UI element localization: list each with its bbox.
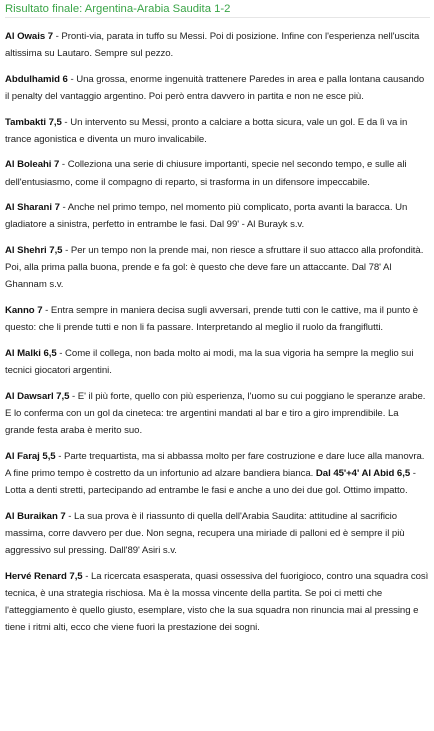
player-name: Al Dawsarl 7,5 <box>5 390 70 402</box>
player-comment: - Come il collega, non bada molto ai modi, ma la sua vigoria ha sempre la meglio sui tecnici giocatori argentini. <box>5 347 414 376</box>
player-name: Al Shehri 7,5 <box>5 244 63 256</box>
player-rating <box>5 302 430 336</box>
player-rating <box>5 156 430 190</box>
player-comment: - La sua prova è il riassunto di quella dell'Arabia Saudita: attitudine al sacrificio massima, corre davvero per due. Non segna, recupera una miriade di palloni ed è sempre il più aggressivo sul pressing. Dall'89' Asiri s.v. <box>5 510 405 556</box>
player-comment: - Anche nel primo tempo, nel momento più complicato, porta avanti la baracca. Un gladiatore a sinistra, perfetto in entrambe le fasi. Dal 99' - Al Burayk s.v. <box>5 202 408 231</box>
player-name: Al Owais 7 <box>5 31 54 42</box>
player-comment: - Per un tempo non la prende mai, non riesce a sfruttare il suo attacco alla profondità. Poi, alla prima palla buona, prende e fa gol: è questo che deve fare un attaccante. Dal 78' Al Ghannam s.v. <box>5 244 424 291</box>
coach-comment: - La ricercata esasperata, quasi ossessiva del fuorigioco, contro una squadra così tecnica, è una strategia rischiosa. Ma è la mossa vincente della partita. Se poi ci metti che l'atteggiamento è quello giusto, esemplare, visto che la sua squadra non rinuncia mai al pressing e tiene i ritmi alti, ecco che viene fuori la prestazione dei sogni. <box>5 570 429 634</box>
substitute-comment: - Lotta a denti stretti, partecipando ad entrambe le fasi e anche a uno dei due gol. Ottimo impatto. <box>5 467 416 496</box>
player-comment: - Parte trequartista, ma si abbassa molto per fare costruzione e dare luce alla manovra. A fine primo tempo è costretto da un infortunio ad alzare bandiera bianca. <box>5 450 425 479</box>
player-name: Al Faraj 5,5 <box>5 450 56 462</box>
substitute-name: Dal 45'+4' Al Abid 6,5 <box>315 467 411 479</box>
player-comment: - Un intervento su Messi, pronto a calciare a botta sicura, vale un gol. E da lì va in trance agonistica e diventa un muro invalicabile. <box>5 116 408 145</box>
result-title: Risultato finale: Argentina-Arabia Saudita 1-2 <box>5 0 430 18</box>
player-rating <box>5 448 430 500</box>
player-name: Tambakti 7,5 <box>5 116 62 128</box>
player-name: Kanno 7 <box>5 304 43 316</box>
player-comment: - Entra sempre in maniera decisa sugli avversari, prende tutti con le cattive, ma il punto è questo: che li prende tutti e non li fa passare. Interpretando al meglio il ruolo da frangiflutti. <box>5 304 419 334</box>
player-name: Al Buraikan 7 <box>5 510 66 522</box>
player-rating <box>5 345 430 379</box>
player-name: Al Malki 6,5 <box>5 347 57 359</box>
player-rating <box>5 388 430 440</box>
player-rating <box>5 114 430 148</box>
player-rating <box>5 71 430 105</box>
player-rating <box>5 242 430 294</box>
player-comment: - Una grossa, enorme ingenuità trattenere Paredes in area e palla lontana causando il penalty del vantaggio argentino. Poi però entra davvero in partita e non ne esce più. <box>5 73 425 102</box>
player-rating <box>5 508 430 560</box>
player-comment: - Colleziona una serie di chiusure importanti, specie nel secondo tempo, e sulle ali dell'entusiasmo, come il compagno di reparto, si trasforma in un difensore impeccabile. <box>5 159 407 188</box>
player-comment: - Pronti-via, parata in tuffo su Messi. Poi di posizione. Infine con l'esperienza nell'uscita altissima su Lautaro. Sempre sul pezzo. <box>5 31 420 60</box>
coach-name: Hervé Renard 7,5 <box>5 570 83 582</box>
coach-rating <box>5 568 430 637</box>
player-name: Abdulhamid 6 <box>5 73 68 85</box>
player-comment: - E' il più forte, quello con più esperienza, l'uomo su cui poggiano le speranze arabe. E lo conferma con un gol da cineteca: tre argentini mandati al bar e tiro a giro imprendibile. La grande festa araba è merito suo. <box>5 390 426 436</box>
player-name: Al Boleahi 7 <box>5 159 60 171</box>
player-rating <box>5 199 430 233</box>
player-name: Al Sharani 7 <box>5 202 60 214</box>
player-rating <box>5 28 430 62</box>
